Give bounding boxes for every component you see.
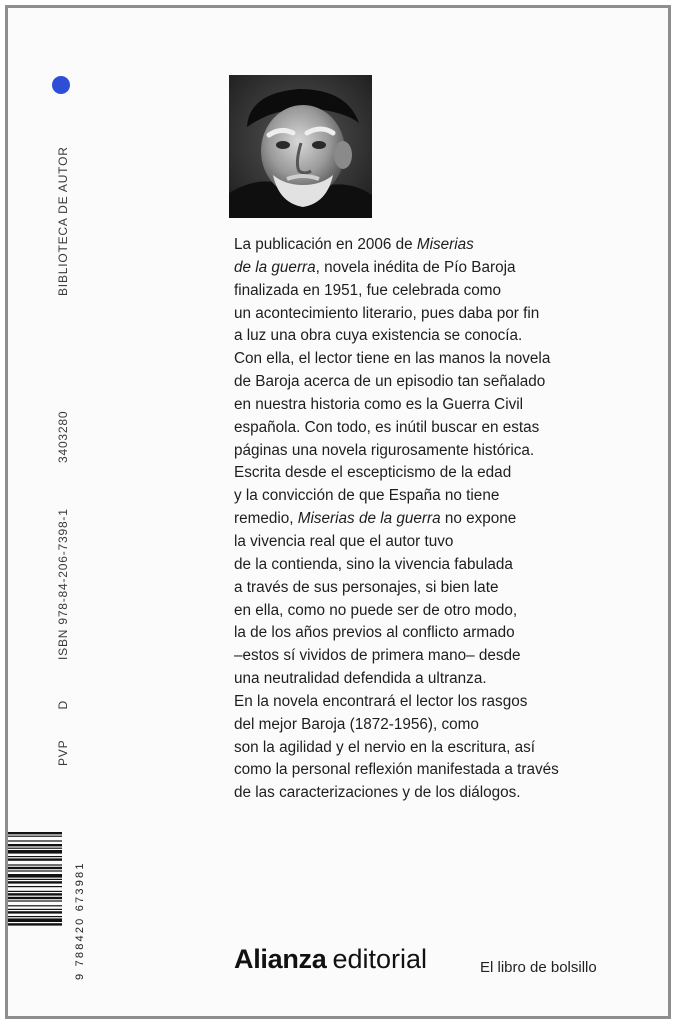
synopsis-line-pre: española. Con todo, es inútil buscar en estas	[234, 418, 540, 436]
synopsis-line	[234, 440, 654, 463]
barcode-bar	[8, 923, 62, 925]
synopsis-line	[234, 417, 654, 440]
synopsis-line	[234, 485, 654, 508]
isbn-label: ISBN 978-84-206-7398-1	[56, 508, 70, 660]
author-portrait-icon	[229, 75, 372, 218]
synopsis-line	[234, 508, 654, 531]
synopsis-line-pre: la vivencia real que el autor tuvo	[234, 532, 454, 550]
synopsis-line	[234, 531, 654, 554]
synopsis-line	[234, 325, 654, 348]
synopsis-line	[234, 645, 654, 668]
synopsis-line-pre: en ella, como no puede ser de otro modo,	[234, 601, 518, 619]
synopsis-line	[234, 462, 654, 485]
synopsis-line	[234, 600, 654, 623]
synopsis-line	[234, 257, 654, 280]
barcode-bar	[8, 836, 62, 837]
barcode-bar	[8, 874, 62, 878]
synopsis-line	[234, 554, 654, 577]
synopsis-line-pre: de la contienda, sino la vivencia fabulada	[234, 555, 513, 573]
book-back-cover	[5, 5, 671, 1019]
barcode-bar	[8, 891, 62, 892]
synopsis-line-pre: y la convicción de que España no tiene	[234, 487, 500, 505]
synopsis-line-pre: Con ella, el lector tiene en las manos la novela	[234, 350, 551, 368]
synopsis-line	[234, 691, 654, 714]
barcode-bar	[8, 900, 62, 901]
synopsis-line-em: Miserias	[416, 236, 474, 253]
pvp-text: PVP	[56, 739, 70, 766]
publisher-name-light: editorial	[332, 944, 427, 974]
series-dot-icon	[52, 76, 70, 94]
synopsis-line-pre: a través de sus personajes, si bien late	[234, 578, 499, 596]
synopsis-line-post: , novela inédita de Pío Baroja	[315, 258, 516, 276]
barcode-bar	[8, 858, 62, 860]
barcode-bar	[8, 897, 62, 899]
publisher-name-bold: Alianza	[234, 944, 327, 974]
synopsis-line-pre: –estos sí vividos de primera mano– desde	[234, 647, 521, 665]
synopsis-line-pre: en nuestra historia como es la Guerra Civil	[234, 395, 524, 413]
synopsis-line-em: de la guerra	[234, 258, 316, 276]
synopsis-line	[234, 348, 654, 371]
synopsis-line-pre: finalizada en 1951, fue celebrada como	[234, 281, 502, 299]
product-code: 3403280	[56, 410, 70, 463]
synopsis-line-pre: la de los años previos al conflicto armado	[234, 624, 515, 642]
synopsis-line-pre: una neutralidad defendida a ultranza.	[234, 670, 487, 688]
barcode-bar	[8, 848, 62, 849]
barcode-bar	[8, 864, 62, 865]
synopsis-line	[234, 303, 654, 326]
synopsis-line	[234, 234, 654, 257]
series-label: BIBLIOTECA DE AUTOR	[56, 146, 70, 296]
barcode-bar	[8, 856, 62, 857]
barcode-bar	[8, 879, 62, 880]
synopsis-line-pre: de Baroja acerca de un episodio tan señalado	[234, 373, 546, 391]
barcode-bar	[8, 832, 62, 834]
synopsis-text	[234, 234, 654, 805]
synopsis-line-pre: de las caracterizaciones y de los diálogos.	[234, 784, 521, 802]
barcode-bar	[8, 867, 62, 869]
synopsis-line	[234, 622, 654, 645]
synopsis-line	[234, 371, 654, 394]
synopsis-line	[234, 394, 654, 417]
synopsis-line-pre: a luz una obra cuya existencia se conocía.	[234, 327, 523, 345]
barcode-bar	[8, 916, 62, 917]
synopsis-line-pre: La publicación en 2006 de	[234, 236, 417, 253]
synopsis-line-em: Miserias de la guerra	[297, 510, 441, 528]
barcode-bar	[8, 905, 62, 906]
barcode-bar	[8, 850, 62, 854]
barcode-bar	[8, 870, 62, 871]
barcode-icon	[8, 830, 70, 980]
price-label	[56, 700, 70, 766]
synopsis-line-pre: páginas una novela rigurosamente histórica.	[234, 441, 535, 459]
price-code: D	[56, 700, 70, 710]
synopsis-line-pre: como la personal reflexión manifestada a través	[234, 761, 559, 779]
synopsis-line-pre: Escrita desde el escepticismo de la edad	[234, 464, 512, 482]
synopsis-line-pre: un acontecimiento literario, pues daba por fin	[234, 304, 540, 322]
publisher-logo	[234, 944, 427, 975]
barcode-bar	[8, 909, 62, 910]
barcode-bar	[8, 918, 62, 922]
synopsis-line	[234, 737, 654, 760]
synopsis-line	[234, 280, 654, 303]
synopsis-line-post: no expone	[440, 510, 517, 528]
barcode-digits: 9 788420 673981	[74, 861, 86, 980]
synopsis-line-pre: remedio,	[234, 510, 298, 528]
synopsis-line	[234, 714, 654, 737]
synopsis-line-pre: del mejor Baroja (1872-1956), como	[234, 715, 479, 733]
synopsis-line	[234, 577, 654, 600]
barcode-bar	[8, 893, 62, 895]
barcode-bar	[8, 911, 62, 913]
barcode-bar	[8, 886, 62, 887]
synopsis-line	[234, 759, 654, 782]
synopsis-line	[234, 782, 654, 805]
barcode-bar	[8, 844, 62, 846]
synopsis-line-pre: son la agilidad y el nervio en la escritura, así	[234, 738, 536, 756]
collection-name: El libro de bolsillo	[480, 959, 597, 976]
barcode-bar	[8, 840, 62, 841]
synopsis-line-pre: En la novela encontrará el lector los rasgos	[234, 692, 528, 710]
barcode-bar	[8, 881, 62, 883]
synopsis-line	[234, 668, 654, 691]
